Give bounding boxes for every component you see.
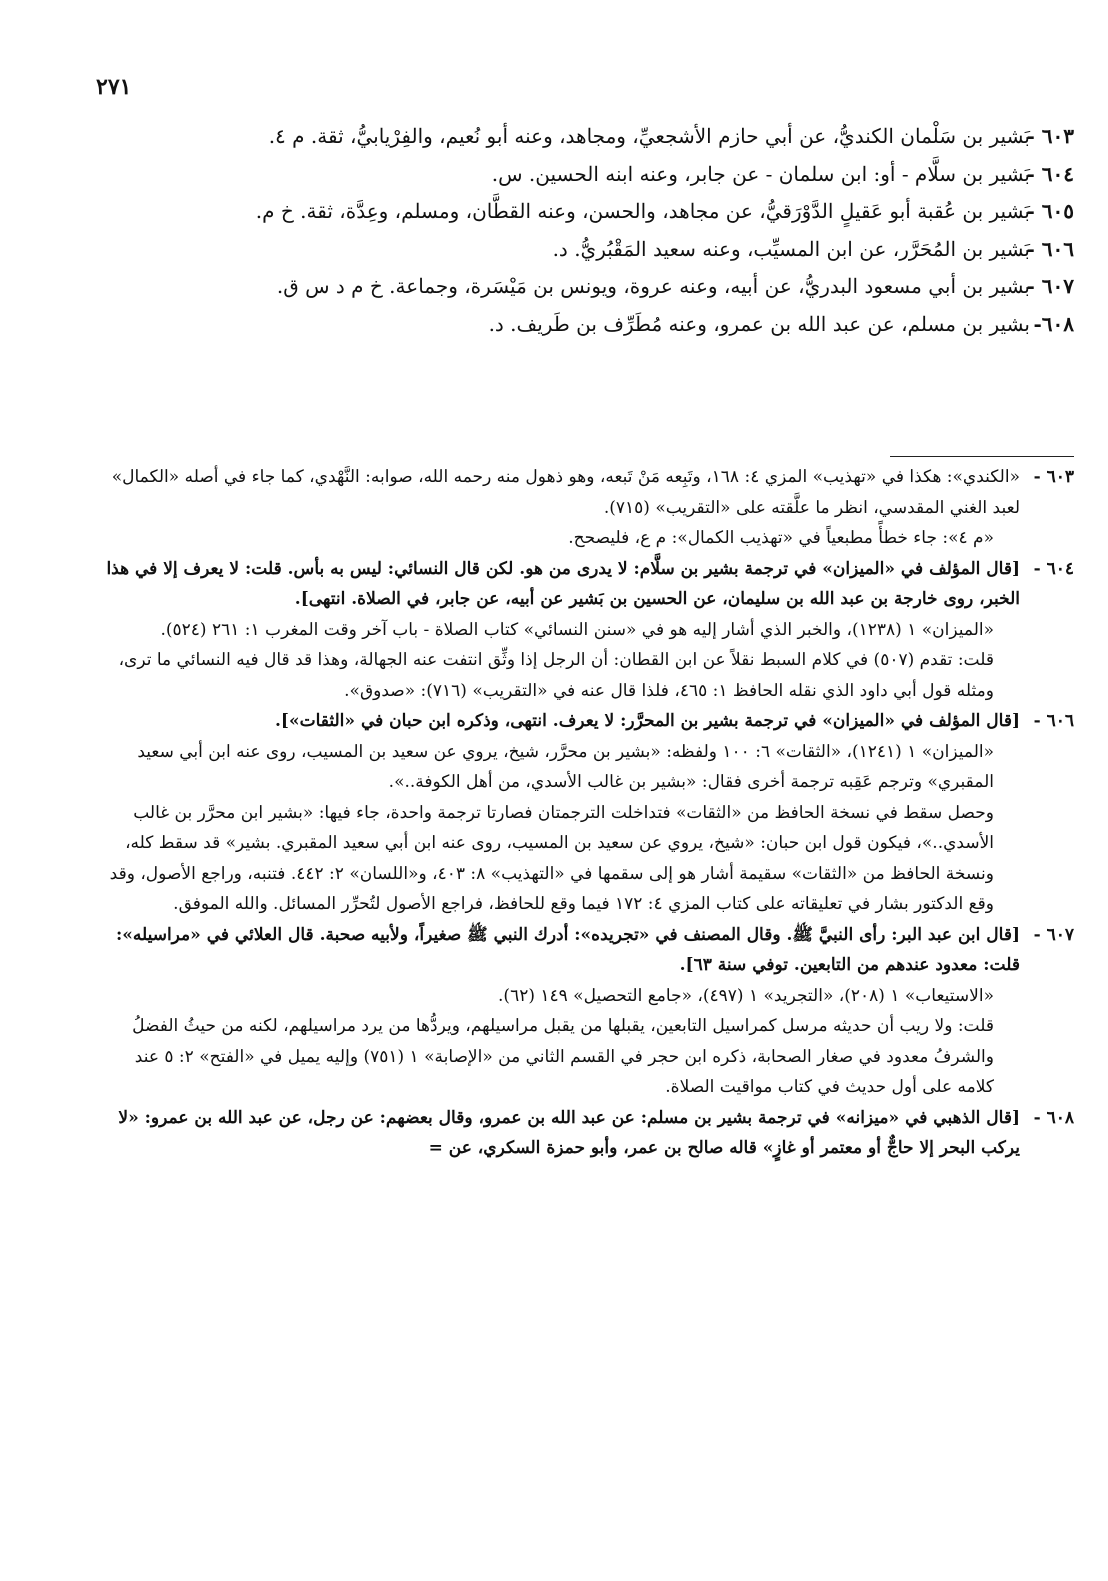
note-number: ٦٠٧ - xyxy=(1033,924,1074,945)
entry-text: بَشير بن المُحَرَّر، عن ابن المسيِّب، وعنه سعيد المَقْبُريُّ. د. xyxy=(552,236,1030,261)
entry-text: بشير بن مسلم، عن عبد الله بن عمرو، وعنه مُطَرِّف بن طَريف. د. xyxy=(488,311,1030,336)
entry-604 xyxy=(100,156,1074,194)
page-number: ٢٧١ xyxy=(96,74,132,100)
note-number: ٦٠٤ - xyxy=(1033,558,1074,579)
main-text xyxy=(100,118,1074,343)
entry-608 xyxy=(100,306,1074,344)
note-quote: [قال المؤلف في «الميزان» في ترجمة بشير بن المحرَّر: لا يعرف. انتهى، وذكره ابن حبان في «الثقات»]. xyxy=(275,711,1020,731)
note-603 xyxy=(100,462,1074,554)
note-number: ٦٠٣ - xyxy=(1033,467,1074,487)
note-608 xyxy=(100,1103,1074,1164)
note-line: «الميزان» ١ (١٢٣٨)، والخبر الذي أشار إليه هو في «سنن النسائي» كتاب الصلاة - باب آخر وقت المغرب ١: ٢٦١ (٥٢٤). xyxy=(160,619,994,640)
note-quote: [قال ابن عبد البر: رأى النبيَّ ﷺ. وقال المصنف في «تجريده»: أدرك النبي ﷺ صغيراً، ولأبيه صحبة. قال العلائي في «مراسيله»: قلت: معدود عندهم من التابعين. توفي سنة ٦٣]. xyxy=(115,924,1020,975)
entry-text: بَشير بن عُقبة أبو عَقيلٍ الدَّوْرَقيُّ، عن مجاهد، والحسن، وعنه القطَّان، ومسلم، وعِدَّة، ثقة. خ م. xyxy=(255,199,1030,223)
note-line: وحصل سقط في نسخة الحافظ من «الثقات» فتداخلت الترجمتان فصارتا ترجمة واحدة، جاء فيها: «بشير ابن محرَّر بن غالب الأسدي..»، فيكون قول ابن حبان: «شيخ، يروي عن سعيد بن المسيب، روى عنه ابن أبي سعيد المقبري. بشير» قد سقط كله، ونسخة الحافظ من «الثقات» سقيمة أشار هو إلى سقمها في «التهذيب» ٨: ٤٠٣، و«اللسان» ٢: ٤٤٢. فتنبه، وراجع الأصول، وقد وقع الدكتور بشار في تعليقاته على كتاب المزي ٤: ١٧٢ فيما وقع للحافظ، فراجع الأصول لتُحرِّر المسائل. والله الموفق. xyxy=(109,802,994,914)
entry-603 xyxy=(100,118,1074,156)
note-604 xyxy=(100,554,1074,707)
entry-number: ٦٠٣ - xyxy=(1026,124,1074,148)
note-line: «الميزان» ١ (١٢٤١)، «الثقات» ٦: ١٠٠ ولفظه: «بشير بن محرَّر، شيخ، يروي عن سعيد بن المسيب، روى عنه ابن أبي سعيد المقبري» وترجم عَقِبه ترجمة أخرى فقال: «بشير بن غالب الأسدي، من أهل الكوفة..». xyxy=(137,741,994,792)
note-number: ٦٠٨ - xyxy=(1033,1107,1074,1128)
note-line: «الاستيعاب» ١ (٢٠٨)، «التجريد» ١ (٤٩٧)، «جامع التحصيل» ١٤٩ (٦٢). xyxy=(498,985,994,1006)
entry-number: ٦٠٥ - xyxy=(1026,199,1074,223)
entry-text: بشير بن أبي مسعود البدريُّ، عن أبيه، وعنه عروة، ويونس بن مَيْسَرة، وجماعة. خ م د س ق. xyxy=(276,274,1030,298)
entry-607 xyxy=(100,268,1074,306)
footnotes xyxy=(100,462,1074,1164)
note-607 xyxy=(100,920,1074,1103)
footnote-separator xyxy=(890,456,1074,457)
note-line: قلت: تقدم (٥٠٧) في كلام السبط نقلاً عن ابن القطان: أن الرجل إذا وثِّق انتفت عنه الجهالة، وهذا قد قال فيه النسائي ما ترى، ومثله قول أبي داود الذي نقله الحافظ ١: ٤٦٥، فلذا قال عنه في «التقريب» (٧١٦): «صدوق». xyxy=(118,650,994,701)
note-line: «الكندي»: هكذا في «تهذيب» المزي ٤: ١٦٨، وتَبِعه مَنْ تَبعه، وهو ذهول منه رحمه الله، صوابه: النَّهْدي، كما جاء في أصله «الكمال» لعبد الغني المقدسي، انظر ما علَّقته على «التقريب» (٧١٥). xyxy=(111,467,1020,518)
note-line: قلت: ولا ريب أن حديثه مرسل كمراسيل التابعين، يقبلها من يقبل مراسيلهم، ويردُّها من يرد مراسيلهم، لكنه من حيثُ الفضلُ والشرفُ معدود في صغار الصحابة، ذكره ابن حجر في القسم الثاني من «الإصابة» ١ (٧٥١) وإليه يميل في «الفتح» ٢: ٥ عند كلامه على أول حديث في كتاب مواقيت الصلاة. xyxy=(132,1016,994,1097)
entry-number: ٦٠٤ - xyxy=(1026,161,1074,186)
entry-606 xyxy=(100,231,1074,269)
note-number: ٦٠٦ - xyxy=(1033,711,1074,731)
entry-number: ٦٠٧ - xyxy=(1026,274,1074,298)
entry-number: ٦٠٦ - xyxy=(1026,236,1074,261)
entry-text: بَشير بن سَلْمان الكنديُّ، عن أبي حازم الأشجعيِّ، ومجاهد، وعنه أبو نُعيم، والفِرْيابيُّ، ثقة. م ٤. xyxy=(268,124,1030,148)
entry-number: ٦٠٨- xyxy=(1033,311,1074,336)
note-quote: [قال الذهبي في «ميزانه» في ترجمة بشير بن مسلم: عن عبد الله بن عمرو، وقال بعضهم: عن رجل، عن عبد الله بن عمرو: «لا يركب البحر إلا حاجٌّ أو معتمر أو غازٍ» قاله صالح بن عمر، وأبو حمزة السكري، عن = xyxy=(118,1107,1020,1158)
entry-text: بَشير بن سلَّام - أو: ابن سلمان - عن جابر، وعنه ابنه الحسين. س. xyxy=(491,161,1030,186)
entry-605 xyxy=(100,193,1074,231)
note-606 xyxy=(100,706,1074,920)
note-quote: [قال المؤلف في «الميزان» في ترجمة بشير بن سلَّام: لا يدرى من هو. لكن قال النسائي: ليس به بأس. قلت: لا يعرف إلا في هذا الخبر، روى خارجة بن عبد الله بن سليمان، عن الحسين بن بَشير عن أبيه، عن جابر، في الصلاة. انتهى]. xyxy=(106,558,1020,609)
note-line: «م ٤»: جاء خطأً مطبعياً في «تهذيب الكمال»: م ع، فليصحح. xyxy=(568,528,994,548)
